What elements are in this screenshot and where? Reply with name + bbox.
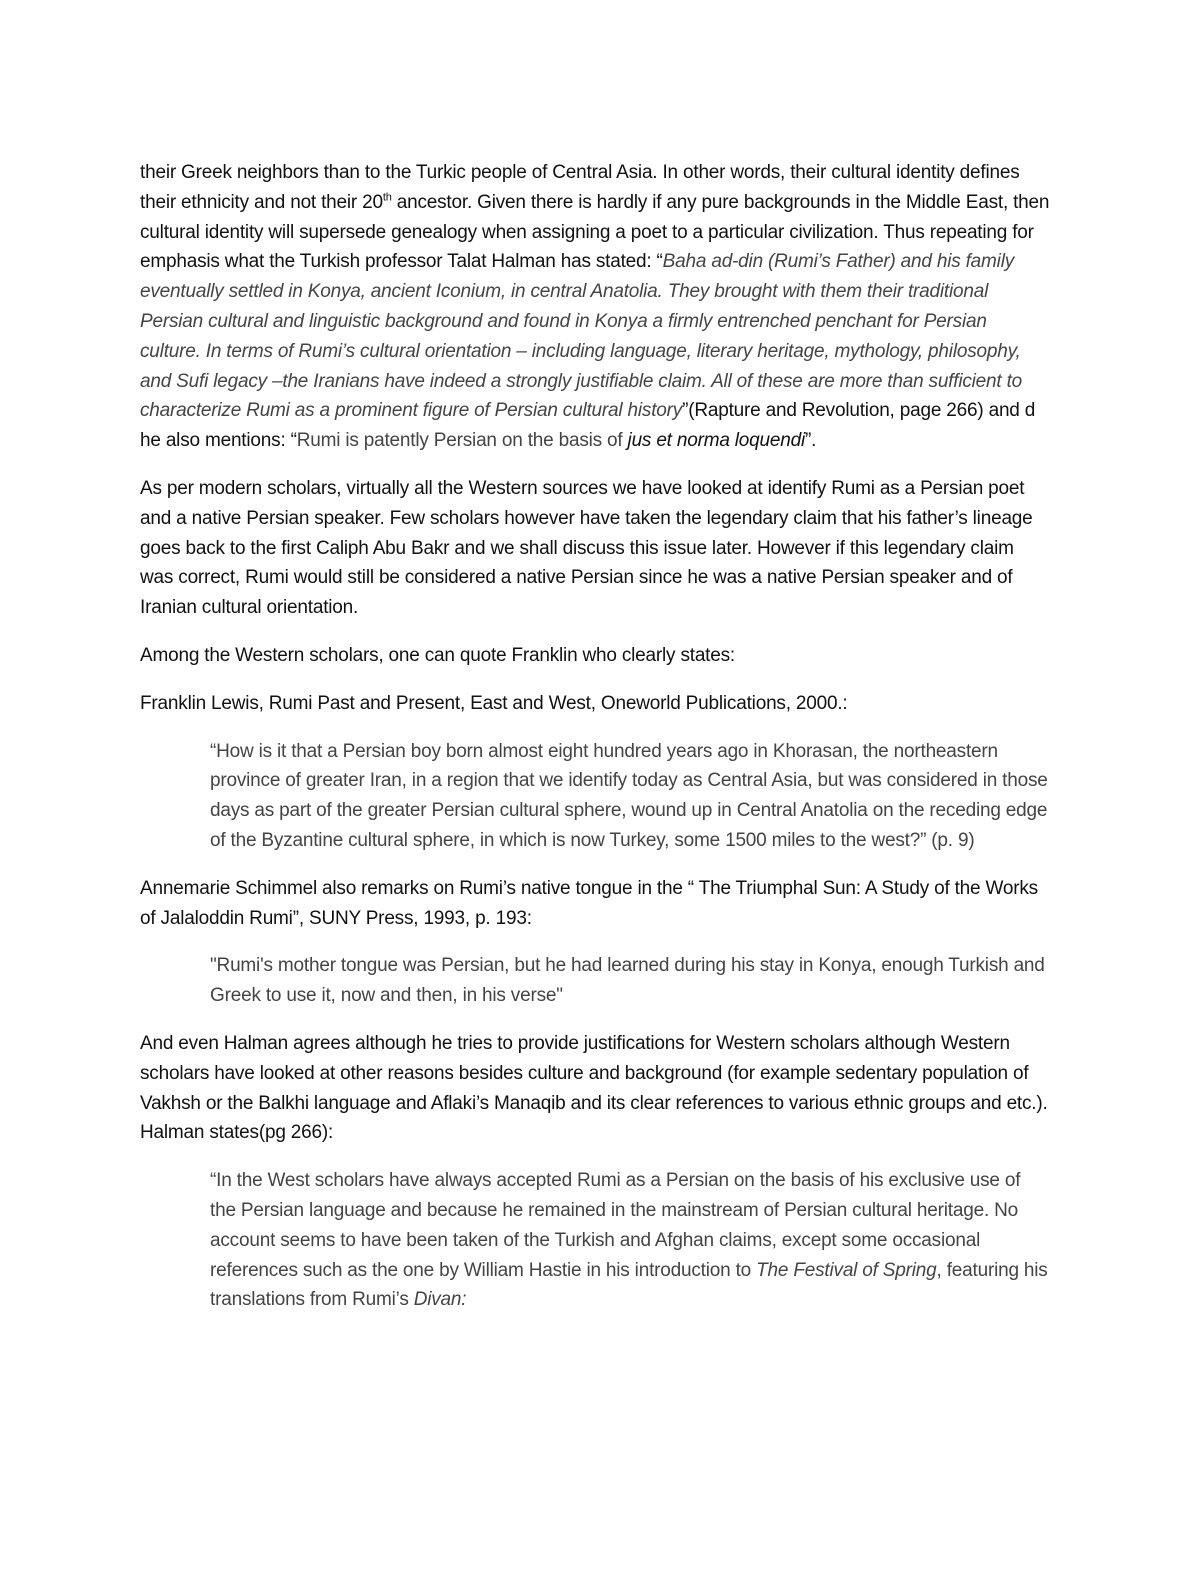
blockquote-halman: “In the West scholars have always accepted Rumi as a Persian on the basis of his exclusive use of the Persian language and because he remained in the mainstream of Persian cultural heritage. No account seems to have been taken of the Turkish and Afghan claims, except some occasional references such as the one by William Hastie in his introduction to The Festival of Spring, featuring his translations from Rumi’s Divan:: [210, 1170, 1048, 1311]
blockquote-lewis: “How is it that a Persian boy born almost eight hundred years ago in Khorasan, the northeastern province of greater Iran, in a region that we identify today as Central Asia, but was considered in those days as part of the greater Persian cultural sphere, wound up in Central Anatolia on the receding edge of the Byzantine cultural sphere, in which is now Turkey, some 1500 miles to the west?” (p. 9): [210, 740, 1048, 851]
paragraph-halman: And even Halman agrees although he tries to provide justifications for Western scholars although Western scholars have looked at other reasons besides culture and background (for example sedentary population of Vakhsh or the Balkhi language and Aflaki’s Manaqib and its clear references to various ethnic groups and etc.). Halman states(pg 266):: [140, 1032, 1048, 1144]
paragraph-cultural-identity: their Greek neighbors than to the Turkic people of Central Asia. In other words, their cultural identity defines their ethnicity and not their 20th ancestor. Given there is hardly if any pure backgrounds in the Middle East, then cultural identity will supersede genealogy when assigning a poet to a particular civilization. Thus repeating for emphasis what the Turkish professor Talat Halman has stated: “Baha ad-din (Rumi’s Father) and his family eventually settled in Konya, ancient Iconium, in central Anatolia. They brought with them their traditional Persian cultural and linguistic background and found in Konya a firmly entrenched penchant for Persian culture. In terms of Rumi’s cultural orientation – including language, literary heritage, mythology, philosophy, and Sufi legacy –the Iranians have indeed a strongly justifiable claim. All of these are more than sufficient to characterize Rumi as a prominent figure of Persian cultural history”(Rapture and Revolution, page 266) and d he also mentions: “Rumi is patently Persian on the basis of jus et norma loquendi”.: [140, 162, 1050, 452]
halman-quote-italic: Baha ad-din (Rumi’s Father) and his family eventually settled in Konya, ancient Iconium, in central Anatolia. They brought with them their traditional Persian cultural and linguistic background and found in Konya a firmly entrenched penchant for Persian culture. In terms of Rumi’s cultural orientation – including language, literary heritage, mythology, philosophy, and Sufi legacy –the Iranians have indeed a strongly justifiable claim. All of these are more than sufficient to characterize Rumi as a prominent figure of Persian cultural history: [140, 251, 1023, 422]
citation-franklin-lewis: Franklin Lewis, Rumi Past and Present, East and West, Oneworld Publications, 2000.:: [140, 692, 848, 714]
paragraph-modern-scholars: As per modern scholars, virtually all the Western sources we have looked at identify Rumi as a Persian poet and a native Persian speaker. Few scholars however have taken the legendary claim that his father’s lineage goes back to the first Caliph Abu Bakr and we shall discuss this issue later. However if this legendary claim was correct, Rumi would still be considered a native Persian since he was a native Persian speaker and of Iranian cultural orientation.: [140, 477, 1033, 619]
paragraph-schimmel: Annemarie Schimmel also remarks on Rumi’s native tongue in the “ The Triumphal Sun: A Study of the Works of Jalaloddin Rumi”, SUNY Press, 1993, p. 193:: [140, 877, 1038, 929]
paragraph-western-scholars: Among the Western scholars, one can quote Franklin who clearly states:: [140, 644, 736, 666]
blockquote-schimmel: "Rumi's mother tongue was Persian, but he had learned during his stay in Konya, enough Turkish and Greek to use it, now and then, in his verse": [210, 955, 1045, 1007]
